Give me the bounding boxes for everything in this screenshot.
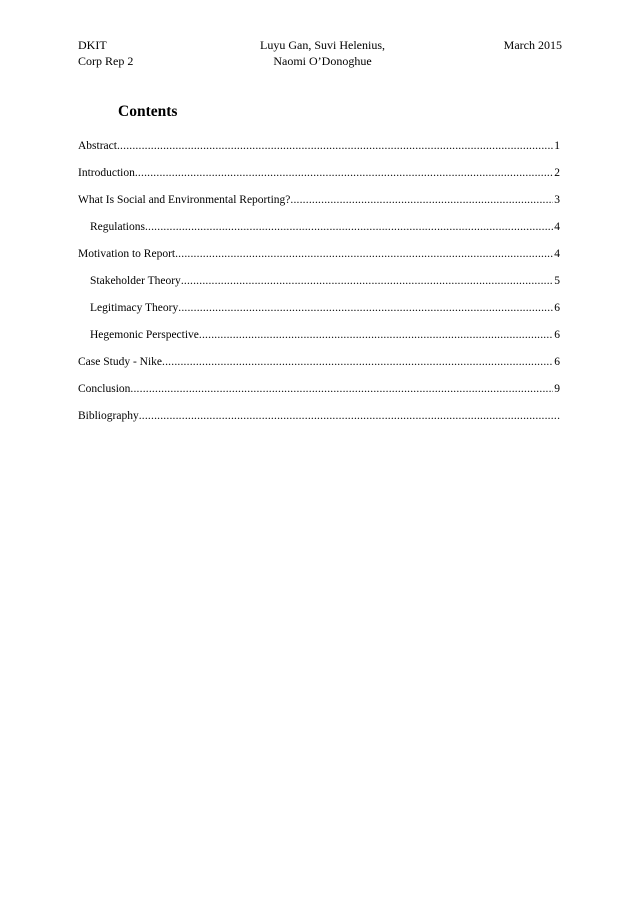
header-authors-line2: Naomi O’Donoghue bbox=[273, 54, 372, 68]
toc-dot-leader bbox=[130, 381, 553, 397]
toc-entry-conclusion[interactable] bbox=[78, 381, 560, 408]
toc-entry-hegemonic-perspective[interactable] bbox=[78, 327, 560, 354]
header-institution: DKIT bbox=[78, 38, 107, 52]
toc-entry-title[interactable]: Case Study - Nike bbox=[78, 356, 163, 368]
toc-entry-title[interactable]: Motivation to Report bbox=[78, 248, 176, 260]
toc-page-number: 3 bbox=[554, 194, 560, 206]
toc-entry-stakeholder-theory[interactable] bbox=[78, 273, 560, 300]
toc-dot-leader bbox=[117, 138, 553, 154]
toc-page-number: 5 bbox=[554, 275, 560, 287]
header-authors-line1: Luyu Gan, Suvi Helenius, bbox=[260, 38, 385, 52]
toc-dot-leader bbox=[135, 165, 553, 181]
toc-page-number: 4 bbox=[554, 221, 560, 233]
toc-page-number: 2 bbox=[554, 167, 560, 179]
toc-entry-title[interactable]: Regulations bbox=[90, 221, 145, 233]
toc-dot-leader bbox=[139, 408, 556, 424]
toc-page-number: 4 bbox=[554, 248, 560, 260]
toc-entry-title[interactable]: Conclusion bbox=[78, 383, 131, 395]
toc-page-number: 6 bbox=[554, 356, 560, 368]
header-right bbox=[490, 37, 562, 53]
toc-dot-leader bbox=[181, 273, 553, 289]
toc-entry-title[interactable]: Introduction bbox=[78, 167, 135, 179]
toc-entry-regulations[interactable] bbox=[78, 219, 560, 246]
table-of-contents bbox=[78, 138, 560, 435]
header-left bbox=[78, 37, 133, 69]
toc-page-number: 6 bbox=[554, 329, 560, 341]
toc-entry-title[interactable]: Stakeholder Theory bbox=[90, 275, 181, 287]
toc-entry-introduction[interactable] bbox=[78, 165, 560, 192]
toc-dot-leader bbox=[145, 219, 553, 235]
toc-dot-leader bbox=[178, 300, 553, 316]
toc-entry-social-environmental-reporting[interactable] bbox=[78, 192, 560, 219]
toc-entry-title[interactable]: Abstract bbox=[78, 140, 117, 152]
toc-entry-bibliography[interactable] bbox=[78, 408, 560, 435]
toc-entry-title[interactable]: Legitimacy Theory bbox=[90, 302, 179, 314]
toc-entry-title[interactable]: Hegemonic Perspective bbox=[90, 329, 199, 341]
toc-entry-title[interactable]: Bibliography bbox=[78, 410, 139, 422]
header-authors bbox=[255, 37, 390, 69]
toc-dot-leader bbox=[162, 354, 553, 370]
header-date: March 2015 bbox=[503, 38, 562, 52]
header-course: Corp Rep 2 bbox=[78, 54, 134, 68]
toc-entry-title[interactable]: What Is Social and Environmental Reporting? bbox=[78, 194, 291, 206]
toc-entry-legitimacy-theory[interactable] bbox=[78, 300, 560, 327]
toc-dot-leader bbox=[199, 327, 553, 343]
toc-entry-motivation-to-report[interactable] bbox=[78, 246, 560, 273]
toc-entry-abstract[interactable] bbox=[78, 138, 560, 165]
toc-page-number: 6 bbox=[554, 302, 560, 314]
toc-dot-leader bbox=[175, 246, 553, 262]
toc-dot-leader bbox=[290, 192, 553, 208]
toc-page-number: 9 bbox=[554, 383, 560, 395]
toc-page-number: . bbox=[557, 410, 560, 422]
toc-entry-case-study-nike[interactable] bbox=[78, 354, 560, 381]
toc-page-number: 1 bbox=[554, 140, 560, 152]
contents-heading: Contents bbox=[118, 103, 178, 120]
